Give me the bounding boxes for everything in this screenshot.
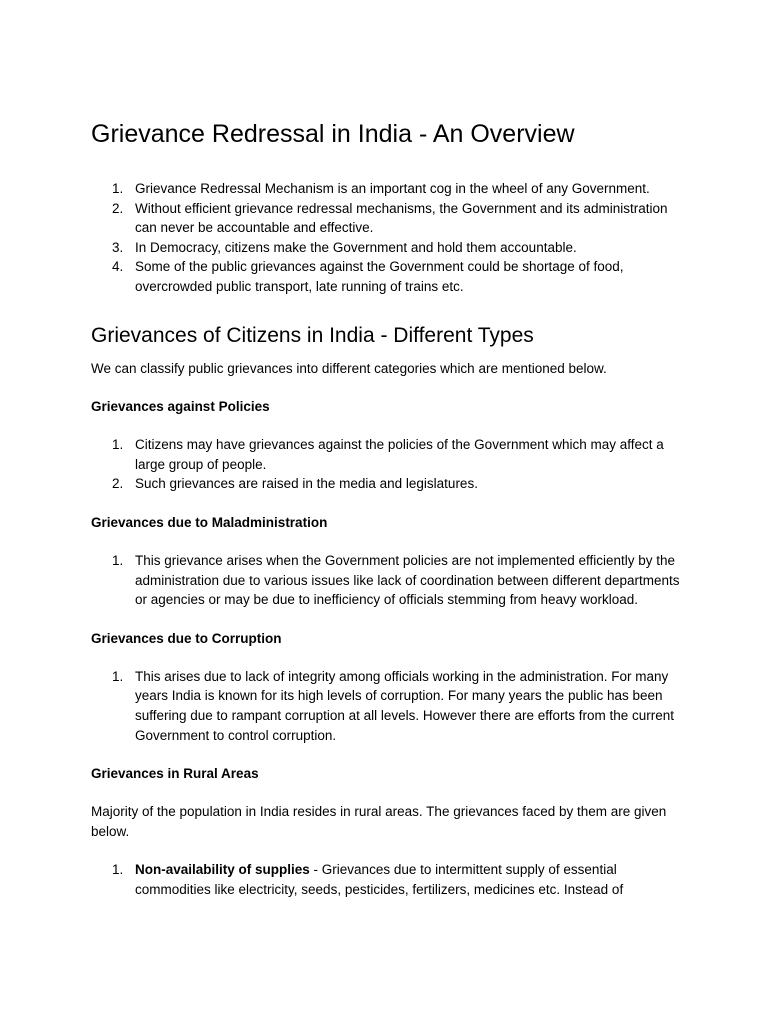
- list-item: 1. Non-availability of supplies - Grievances due to intermittent supply of essential commodities like electricity, seeds, pesticides, fertilizers, medicines etc. Instead of: [112, 862, 624, 897]
- section-heading-types: Grievances of Citizens in India - Different Types: [91, 323, 534, 347]
- subheading-maladministration: Grievances due to Maladministration: [91, 514, 328, 530]
- list-item: 1. This grievance arises when the Government policies are not implemented efficiently by the administration due to various issues like lack of coordination between different departments or agencies or may be due to inefficiency of officials stemming from heavy workload.: [112, 552, 680, 608]
- subheading-policies: Grievances against Policies: [91, 399, 270, 415]
- corruption-list: [91, 667, 691, 745]
- item-lead: Non-availability of supplies: [135, 862, 310, 878]
- list-item: 1. This arises due to lack of integrity among officials working in the administration. For many years India is known for its high levels of corruption. For many years the public has been suffering due to rampant corruption at all levels. However there are efforts from the current Government to control corruption.: [112, 668, 675, 743]
- list-item: 2. Without efficient grievance redressal mechanisms, the Government and its administration can never be accountable and effective.: [112, 200, 668, 236]
- list-item: 3. In Democracy, citizens make the Government and hold them accountable.: [112, 239, 577, 255]
- list-item: 4. Some of the public grievances against the Government could be shortage of food, overcrowded public transport, late running of trains etc.: [112, 259, 624, 294]
- subheading-rural: Grievances in Rural Areas: [91, 766, 259, 782]
- page-title: Grievance Redressal in India - An Overview: [91, 120, 575, 148]
- list-item: 2. Such grievances are raised in the media and legislatures.: [112, 476, 478, 492]
- types-intro-paragraph: We can classify public grievances into different categories which are mentioned below.: [91, 360, 607, 376]
- document-content: [91, 117, 691, 899]
- subheading-corruption: Grievances due to Corruption: [91, 630, 282, 646]
- rural-intro-paragraph: Majority of the population in India resides in rural areas. The grievances faced by them are given below.: [91, 804, 667, 839]
- maladministration-list: [91, 551, 691, 610]
- list-item: 1. Citizens may have grievances against the policies of the Government which may affect a large group of people.: [112, 437, 664, 472]
- rural-list: [91, 860, 691, 899]
- overview-list: [91, 179, 691, 297]
- list-item: 1. Grievance Redressal Mechanism is an important cog in the wheel of any Government.: [112, 181, 650, 196]
- policies-list: [91, 435, 691, 494]
